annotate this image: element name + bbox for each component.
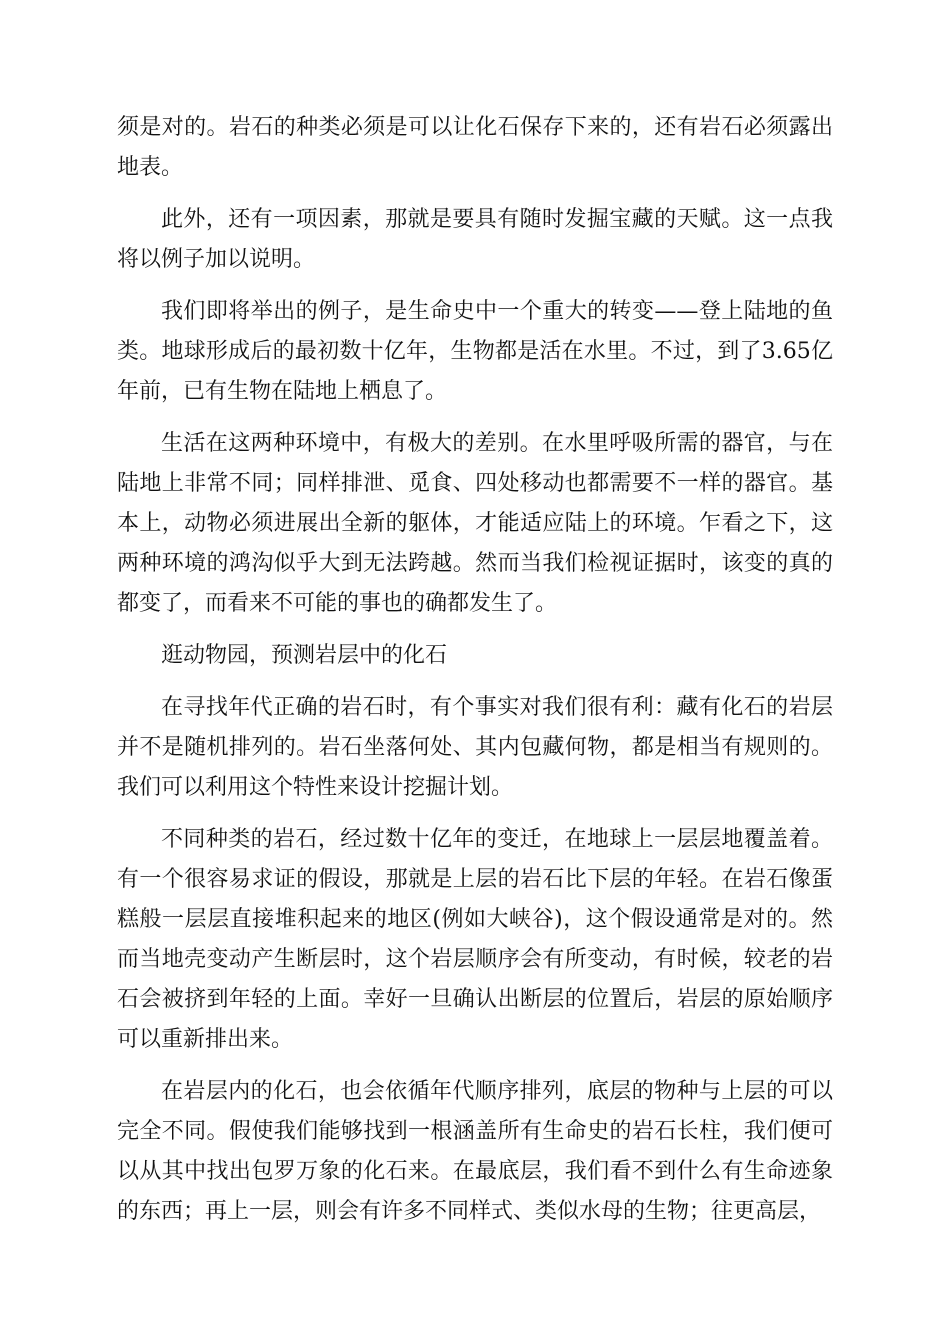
- paragraph-4: 生活在这两种环境中，有极大的差别。在水里呼吸所需的器官，与在陆地上非常不同；同样排泄、觅食、四处移动也都需要不一样的器官。基本上，动物必须进展出全新的躯体，才能适应陆上的环境。乍看之下，这两种环境的鸿沟似乎大到无法跨越。然而当我们检视证据时，该变的真的都变了，而看来不可能的事也的确都发生了。: [117, 431, 833, 616]
- paragraph-7: 在岩层内的化石，也会依循年代顺序排列，底层的物种与上层的可以完全不同。假使我们能够找到一根涵盖所有生命史的岩石长柱，我们便可以从其中找出包罗万象的化石来。在最底层，我们看不到什么有生命迹象的东西；再上一层，则会有许多不同样式、类似水母的生物；往更高层，: [117, 1079, 833, 1224]
- paragraph-5: 在寻找年代正确的岩石时，有个事实对我们很有利：藏有化石的岩层并不是随机排列的。岩石坐落何处、其内包藏何物，都是相当有规则的。我们可以利用这个特性来设计挖掘计划。: [117, 695, 833, 800]
- section-heading: 逛动物园，预测岩层中的化石: [161, 643, 448, 668]
- body-text: [117, 108, 833, 1244]
- paragraph-3: 我们即将举出的例子，是生命史中一个重大的转变——登上陆地的鱼类。地球形成后的最初数十亿年，生物都是活在水里。不过，到了3.65亿年前，已有生物在陆地上栖息了。: [117, 299, 833, 404]
- paragraph-6: 不同种类的岩石，经过数十亿年的变迁，在地球上一层层地覆盖着。有一个很容易求证的假设，那就是上层的岩石比下层的年轻。在岩石像蛋糕般一层层直接堆积起来的地区(例如大峡谷)，这个假设通常是对的。然而当地壳变动产生断层时，这个岩层顺序会有所变动，有时候，较老的岩石会被挤到年轻的上面。幸好一旦确认出断层的位置后，岩层的原始顺序可以重新排出来。: [117, 827, 833, 1052]
- paragraph-1: 须是对的。岩石的种类必须是可以让化石保存下来的，还有岩石必须露出地表。: [117, 115, 833, 180]
- paragraph-2: 此外，还有一项因素，那就是要具有随时发掘宝藏的天赋。这一点我将以例子加以说明。: [117, 207, 833, 272]
